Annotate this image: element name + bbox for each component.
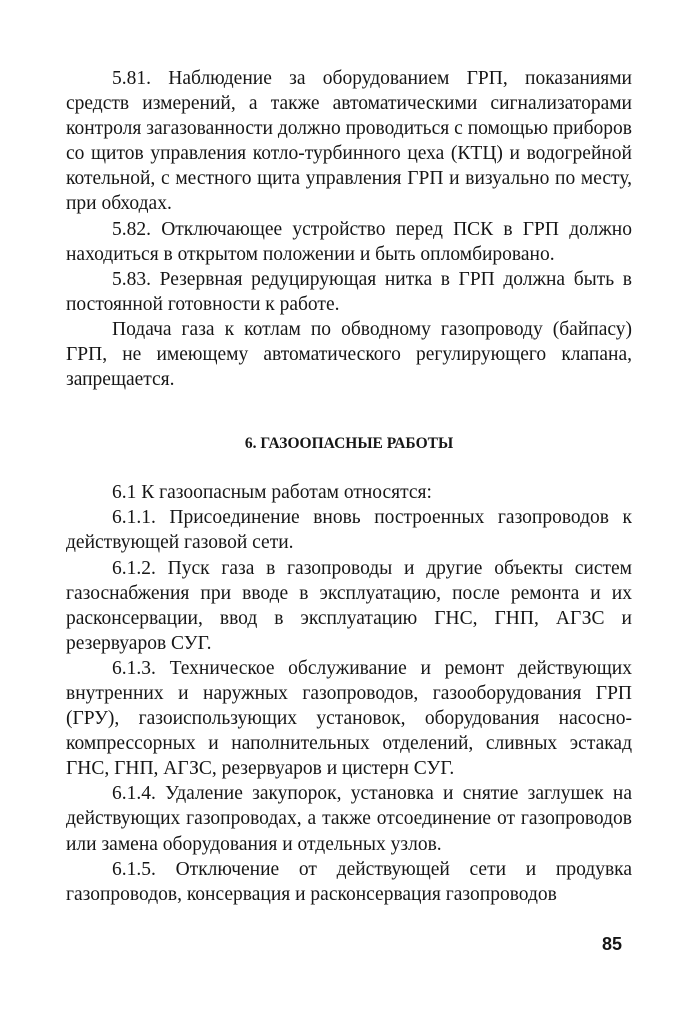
paragraph-6-1-2: 6.1.2. Пуск газа в газопроводы и другие объекты систем газоснабжения при вводе в эксплуатацию, после ремонта и их расконсервации, ввод в эксплуатацию ГНС, ГНП, АГЗС и резервуаров СУГ.: [66, 557, 632, 654]
paragraph-6-1-3: 6.1.3. Техническое обслуживание и ремонт действующих внутренних и наружных газопроводов, газооборудования ГРП (ГРУ), газоиспользующих установок, оборудования насосно-компрессорных и наполнительных отделений, сливных эстакад ГНС, ГНП, АГЗС, резервуаров и цистерн СУГ.: [66, 657, 632, 780]
page-number: 85: [601, 934, 622, 954]
paragraph-6-1-1: 6.1.1. Присоединение вновь построенных газопроводов к действующей газовой сети.: [66, 507, 632, 554]
paragraph-5-83: 5.83. Резервная редуцирующая нитка в ГРП должна быть в постоянной готовности к работе.: [66, 268, 632, 315]
paragraph-6-1-5: 6.1.5. Отключение от действующей сети и продувка газопроводов, консервация и расконсервация газопроводов: [66, 858, 632, 905]
paragraph-5-81: 5.81. Наблюдение за оборудованием ГРП, показаниями средств измерений, а также автоматическими сигнализаторами контроля загазованности должно проводиться с помощью приборов со щитов управления котло-турбинного цеха (КТЦ) и водогрейной котельной, с местного щита управления ГРП и визуально по месту, при обходах.: [66, 68, 632, 215]
paragraph-6-1-4: 6.1.4. Удаление закупорок, установка и снятие заглушек на действующих газопроводах, а также отсоединение от газопроводов или замена оборудования и отдельных узлов.: [66, 783, 632, 855]
section-heading: 6. ГАЗООПАСНЫЕ РАБОТЫ: [244, 435, 454, 453]
document-page: [66, 66, 632, 907]
paragraph-bypass: Подача газа к котлам по обводному газопроводу (байпасу) ГРП, не имеющему автоматического регулирующего клапана, запрещается.: [66, 318, 632, 391]
paragraph-5-82: 5.82. Отключающее устройство перед ПСК в ГРП должно находиться в открытом положении и быть опломбировано.: [66, 218, 632, 265]
paragraph-6-1: 6.1 К газоопасным работам относятся:: [112, 482, 432, 504]
